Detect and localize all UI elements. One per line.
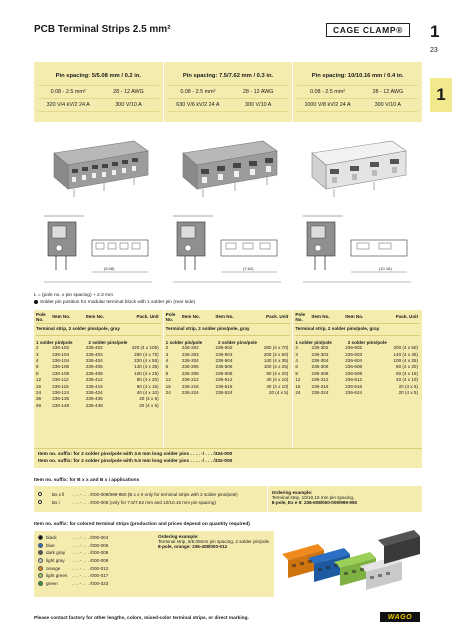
- pole-no-cell: 24: [295, 389, 301, 395]
- pack-unit-cell: 80 (4 x 20): [396, 364, 418, 370]
- color-section-title: Item no. suffix: for colored terminal strips (production and prices depend on quantity required): [34, 522, 250, 527]
- pole-no-cell: 16: [295, 383, 301, 389]
- table-column: [164, 310, 294, 468]
- pole-no-cell: 2: [36, 345, 39, 351]
- suffix-line: Item no. suffix: for 2 solder pins/pole with 5.5 mm long solder pins . . . . -/ . . . /332-000: [38, 459, 233, 464]
- item-no-cell: 236-116: [52, 383, 69, 389]
- table-row: [36, 345, 161, 351]
- color-example-line: 8-pole, orange: 236-408/000-012: [158, 544, 228, 549]
- pole-no-cell: 8: [165, 370, 169, 376]
- pack-unit-cell: 200 (4 x 50): [393, 345, 418, 351]
- color-code: . . . - . . . /000-006: [72, 542, 109, 548]
- wago-logo: WAGO: [380, 612, 420, 622]
- item-no-2-cell: 236-502: [215, 345, 233, 351]
- table-row: [36, 396, 161, 402]
- color-swatch-icon: [38, 558, 43, 563]
- item-no-2-cell: 236-516: [215, 383, 233, 389]
- spec-rating-ul: 300 V/10 A: [115, 102, 142, 108]
- spec-rating-ul: 300 V/10 A: [374, 102, 402, 108]
- color-name: orange: [46, 565, 61, 571]
- technical-drawings: [34, 210, 422, 288]
- item-no-cell: 236-224: [181, 389, 199, 395]
- pack-unit-cell: 140 (4 x 35): [263, 357, 289, 363]
- pole-no-cell: 3: [295, 351, 298, 357]
- table-row: [166, 383, 291, 389]
- item-no-2-cell: 236-503: [215, 351, 233, 357]
- item-no-cell: 236-206: [181, 364, 199, 370]
- pack-unit-cell: 220 (4 x 55): [134, 357, 159, 363]
- pole-no-cell: 4: [295, 357, 298, 363]
- drawing-dimension: (5.08): [104, 266, 115, 271]
- spec-row: [38, 86, 159, 99]
- spec-row: [168, 99, 289, 112]
- spec-heading: Pin spacing: 10/10.16 mm / 0.4 in.: [297, 66, 418, 86]
- spec-awg: 28 - 12 AWG: [242, 89, 274, 95]
- color-name: black: [46, 535, 57, 541]
- item-no-2-cell: 236-524: [215, 389, 233, 395]
- item-no-cell: 236-303: [311, 351, 329, 357]
- item-no-cell: 236-208: [181, 370, 199, 376]
- ex-example-line: 8-pole, Ex e II: 236-608/000-009/999-950: [271, 500, 358, 505]
- ex-options: [34, 486, 267, 512]
- item-no-2-cell: 236-403: [85, 351, 103, 357]
- ex-row: [38, 498, 263, 506]
- page-title: PCB Terminal Strips 2.5 mm²: [34, 24, 171, 35]
- table-row: [166, 370, 291, 376]
- item-no-cell: 236-324: [311, 389, 329, 395]
- table-row: [36, 376, 161, 382]
- color-name: green: [46, 580, 58, 586]
- color-name: blue: [46, 542, 55, 548]
- item-no-cell: 236-202: [181, 345, 199, 351]
- pack-unit-cell: 20 (4 x 5): [398, 383, 418, 389]
- spec-rating-iec: 320 V/4 kV/2 24 A: [46, 102, 90, 108]
- pole-no-cell: 6: [36, 364, 39, 370]
- item-no-2-cell: 236-603: [345, 351, 363, 357]
- table-row: [36, 389, 161, 395]
- pack-unit-cell: 280 (4 x 70): [134, 351, 159, 357]
- pack-unit-cell: 140 (4 x 35): [393, 351, 418, 357]
- spec-cross-section: 0.08 - 2.5 mm²: [180, 89, 216, 95]
- bullet-dot-icon: [34, 300, 38, 304]
- color-code: . . . - . . . /000-008: [72, 550, 109, 556]
- pole-no-cell: 2: [295, 345, 298, 351]
- item-no-cell: 236-103: [52, 351, 70, 357]
- table-row: [36, 402, 161, 408]
- item-no-cell: 236-203: [181, 351, 199, 357]
- item-no-2-cell: 236-616: [345, 383, 363, 389]
- item-no-2-cell: 236-406: [85, 364, 103, 370]
- pack-unit-cell: 80 (4 x 20): [136, 377, 159, 383]
- item-no-cell: 236-204: [181, 357, 199, 363]
- pack-unit-cell: 20 (4 x 5): [398, 389, 418, 395]
- item-no-cell: 236-106: [52, 364, 70, 370]
- drawing-10mm: [293, 210, 422, 288]
- note-line-2: [34, 299, 195, 306]
- item-no-cell: 236-136: [52, 396, 70, 402]
- pack-unit-cell: 100 (4 x 25): [134, 370, 159, 376]
- pole-no-cell: 2: [165, 345, 169, 351]
- color-code: . . . - . . . /000-023: [72, 580, 109, 586]
- item-no-cell: 236-148: [52, 402, 70, 408]
- pack-unit-cell: 140 (4 x 35): [134, 364, 159, 370]
- footer-note: Please contact factory for other lengths, colors, mixed-color terminal strips, or direct marking.: [34, 616, 249, 621]
- item-no-2-cell: 236-408: [85, 370, 103, 376]
- table-row: [295, 383, 420, 389]
- spec-cross-section: 0.08 - 2.5 mm²: [309, 89, 346, 95]
- spec-row: [297, 99, 418, 112]
- table-row: [36, 383, 161, 389]
- table-group-heading: 1 solder pin/pole 2 solder pins/pole: [295, 339, 387, 345]
- table-group-heading: 1 solder pin/pole 2 solder pins/pole: [36, 339, 128, 345]
- pack-unit-cell: 100 (4 x 25): [393, 357, 418, 363]
- pack-unit-cell: 100 (4 x 25): [263, 364, 289, 370]
- spec-column: [34, 62, 164, 122]
- item-no-2-cell: 236-612: [345, 377, 363, 383]
- spec-rating-iec: 630 V/6 kV/2 24 A: [176, 102, 220, 108]
- pack-unit-cell: 40 (4 x 10): [266, 383, 289, 389]
- ex-example-title: Ordering example:: [271, 490, 313, 495]
- ex-row: [38, 490, 263, 498]
- spec-cross-section: 0.08 - 2.5 mm²: [50, 89, 86, 95]
- table-subheading: Terminal strip, 2 solder pins/pole, gray: [36, 324, 161, 336]
- pack-unit-cell: 280 (4 x 70): [263, 345, 289, 351]
- item-no-2-cell: 236-436: [85, 396, 103, 402]
- item-no-cell: 236-304: [311, 357, 329, 363]
- color-swatch-icon: [38, 566, 43, 571]
- pole-no-cell: 8: [295, 370, 298, 376]
- pole-no-cell: 4: [165, 357, 169, 363]
- spec-awg: 28 - 12 AWG: [372, 89, 404, 95]
- color-section: [34, 531, 274, 597]
- spec-rating-iec: 1000 V/8 kV/2 24 A: [304, 102, 351, 108]
- suffix-line: Item no. suffix: for 2 solder pins/pole with 3.6 mm long solder pins . . . . -/ . . . /334-000: [38, 452, 233, 457]
- item-no-cell: 236-108: [52, 370, 70, 376]
- drawing-notes: [34, 292, 195, 306]
- item-no-cell: 236-216: [181, 383, 199, 389]
- item-no-cell: 236-212: [181, 377, 199, 383]
- pole-no-cell: 24: [36, 389, 42, 395]
- ex-circle-icon: [38, 500, 42, 504]
- note-line: L = (pole no. x pin spacing) + 2.3 mm: [34, 293, 114, 298]
- color-row: [38, 564, 150, 572]
- spec-band: [34, 62, 422, 122]
- color-example-line: Terminal strip, 5/5.08mm pin spacing, 2 solder pin/pole: [158, 539, 270, 544]
- table-row: [295, 376, 420, 382]
- pole-no-cell: 3: [36, 351, 39, 357]
- table-row: [166, 389, 291, 395]
- spec-row: [38, 99, 159, 112]
- item-no-cell: 236-312: [311, 377, 329, 383]
- pack-unit-cell: 60 (4 x 15): [396, 370, 418, 376]
- product-photos: [34, 126, 422, 206]
- table-row: [166, 364, 291, 370]
- table-row: [166, 357, 291, 363]
- item-no-2-cell: 236-448: [85, 402, 103, 408]
- table-column: [34, 310, 164, 468]
- pole-no-cell: 24: [165, 389, 171, 395]
- pole-no-cell: 4: [36, 357, 39, 363]
- table-row: [36, 370, 161, 376]
- cage-clamp-logo: CAGE CLAMP®: [326, 23, 410, 37]
- table-row: [295, 345, 420, 351]
- table-row: [36, 351, 161, 357]
- color-row: [38, 557, 150, 565]
- color-name: light gray: [46, 558, 65, 564]
- item-no-cell: 236-302: [311, 345, 329, 351]
- table-group-heading: 1 solder pin/pole 2 solder pins/pole: [165, 339, 258, 345]
- color-code: . . . - . . . /000-004: [72, 535, 109, 541]
- color-name: dark gray: [46, 550, 66, 556]
- item-no-cell: 236-316: [311, 383, 329, 389]
- item-no-2-cell: 236-604: [345, 357, 363, 363]
- table-row: [295, 389, 420, 395]
- item-no-cell: 236-104: [52, 357, 70, 363]
- pole-no-cell: 3: [165, 351, 169, 357]
- ex-label: Bx x ll: [52, 491, 65, 497]
- color-swatch-icon: [38, 573, 43, 578]
- item-no-cell: 236-308: [311, 370, 329, 376]
- color-row: [38, 580, 150, 588]
- item-no-2-cell: 236-608: [345, 370, 363, 376]
- item-no-2-cell: 236-504: [215, 357, 233, 363]
- pole-no-cell: 16: [165, 383, 171, 389]
- pole-no-cell: 12: [295, 377, 301, 383]
- spec-column: [293, 62, 422, 122]
- note-text: Solder pin position for modular terminal block with 1 solder pin (rear side): [40, 300, 196, 305]
- item-no-2-cell: 236-416: [85, 383, 103, 389]
- spec-awg: 28 - 12 AWG: [113, 89, 144, 95]
- pole-no-cell: 8: [36, 370, 39, 376]
- pack-unit-cell: 40 (4 x 10): [396, 377, 418, 383]
- item-no-2-cell: 236-506: [215, 364, 233, 370]
- item-no-2-cell: 236-512: [215, 377, 233, 383]
- table-subheading: Terminal strip, 2 solder pins/pole, gray: [295, 324, 420, 336]
- table-row: [166, 351, 291, 357]
- item-no-2-cell: 236-508: [215, 370, 233, 376]
- item-no-2-cell: 236-424: [85, 389, 103, 395]
- table-row: [166, 345, 291, 351]
- pole-no-cell: 6: [165, 364, 169, 370]
- drawing-5mm: [34, 210, 163, 288]
- pack-unit-cell: 80 (4 x 20): [266, 370, 289, 376]
- pack-unit-cell: 60 (4 x 15): [136, 383, 159, 389]
- table-header: Pole No. Item No. Item No. Pack. Unit: [166, 310, 291, 324]
- pack-unit-cell: 20 (4 x 5): [139, 396, 159, 402]
- color-name: light green: [46, 573, 68, 579]
- drawing-dimension: (10.16): [378, 266, 392, 271]
- pole-no-cell: 16: [36, 383, 42, 389]
- table-row: [166, 376, 291, 382]
- ex-label: Bx i: [52, 499, 60, 505]
- item-no-2-cell: 236-602: [345, 345, 363, 351]
- ex-section-title: Item no. suffix: for B x x and B x i applications: [34, 478, 140, 483]
- drawing-7mm: [163, 210, 292, 288]
- color-code: . . . - . . . /000-012: [72, 565, 109, 571]
- color-code: . . . - . . . /000-009: [72, 558, 109, 564]
- table-header: Pole No. Item No. Item No. Pack. Unit: [295, 310, 420, 324]
- pole-no-cell: 36: [36, 396, 42, 402]
- table-header: Pole No. Item No. Item No. Pack. Unit: [36, 310, 161, 324]
- pack-unit-cell: 20 (4 x 5): [139, 402, 159, 408]
- spec-row: [297, 86, 418, 99]
- pack-unit-cell: 420 (4 x 105): [131, 345, 159, 351]
- item-no-cell: 236-102: [52, 345, 70, 351]
- item-no-cell: 236-112: [52, 377, 69, 383]
- drawing-dimension: (7.62): [243, 266, 254, 271]
- pole-no-cell: 12: [165, 377, 171, 383]
- table-row: [36, 357, 161, 363]
- page-number: 1: [430, 22, 440, 41]
- ex-section: [34, 486, 422, 512]
- spec-heading: Pin spacing: 7.5/7.62 mm / 0.3 in.: [168, 66, 289, 86]
- page-subnumber: 23: [430, 47, 438, 54]
- color-example-title: Ordering example:: [158, 534, 199, 539]
- item-no-2-cell: 236-404: [85, 357, 103, 363]
- pack-unit-cell: 200 (4 x 50): [263, 351, 289, 357]
- section-tab[interactable]: 1: [430, 78, 452, 112]
- table-row: [295, 370, 420, 376]
- color-example: [154, 531, 274, 597]
- pack-unit-cell: 20 (4 x 5): [268, 389, 289, 395]
- pack-unit-cell: 40 (4 x 10): [266, 377, 289, 383]
- ex-text: . . . - . . . /000-006 (only for 7.5/7.62 mm and 10/10.16 mm pin spacing): [72, 499, 217, 505]
- color-row: [38, 549, 150, 557]
- pack-unit-cell: 40 (4 x 10): [136, 389, 159, 395]
- product-photo-7mm: [163, 126, 292, 206]
- pole-no-cell: 12: [36, 377, 42, 383]
- product-photo-5mm: [34, 126, 163, 206]
- pole-no-cell: 6: [295, 364, 298, 370]
- color-code: . . . - . . . /000-017: [72, 573, 109, 579]
- ex-example: [267, 486, 422, 512]
- pole-no-cell: 48: [36, 402, 42, 408]
- color-swatch-icon: [38, 581, 43, 586]
- table-row: [295, 357, 420, 363]
- item-no-2-cell: 236-606: [345, 364, 363, 370]
- suffix-notes: [34, 448, 422, 468]
- item-no-2-cell: 236-624: [345, 389, 363, 395]
- color-row: [38, 534, 150, 542]
- color-swatch-icon: [38, 543, 43, 548]
- product-photo-10mm: [293, 126, 422, 206]
- color-swatch-icon: [38, 550, 43, 555]
- table-subheading: Terminal strip, 2 solder pins/pole, gray: [166, 324, 291, 336]
- table-column: [293, 310, 422, 468]
- item-no-2-cell: 236-412: [85, 377, 103, 383]
- table-row: [36, 364, 161, 370]
- spec-heading: Pin spacing: 5/5.08 mm / 0.2 in.: [38, 66, 159, 86]
- color-list: [34, 531, 154, 597]
- spec-column: [164, 62, 294, 122]
- ex-example-line: Terminal strip, 10/10.16 mm pin spacing,: [271, 495, 355, 500]
- color-row: [38, 572, 150, 580]
- table-row: [295, 364, 420, 370]
- color-row: [38, 542, 150, 550]
- item-no-cell: 236-124: [52, 389, 70, 395]
- item-no-cell: 236-306: [311, 364, 329, 370]
- color-swatch-icon: [38, 535, 43, 540]
- ex-text: . . . - . . . /000-009/999-950 (B x x II only for terminal strips with 2 solder pins/pole): [72, 491, 238, 497]
- ex-circle-icon: [38, 492, 42, 496]
- table-row: [295, 351, 420, 357]
- spec-row: [168, 86, 289, 99]
- spec-rating-ul: 300 V/10 A: [244, 102, 272, 108]
- ordering-table: [34, 310, 422, 468]
- colored-strips-photo: [278, 524, 422, 600]
- item-no-2-cell: 236-402: [85, 345, 103, 351]
